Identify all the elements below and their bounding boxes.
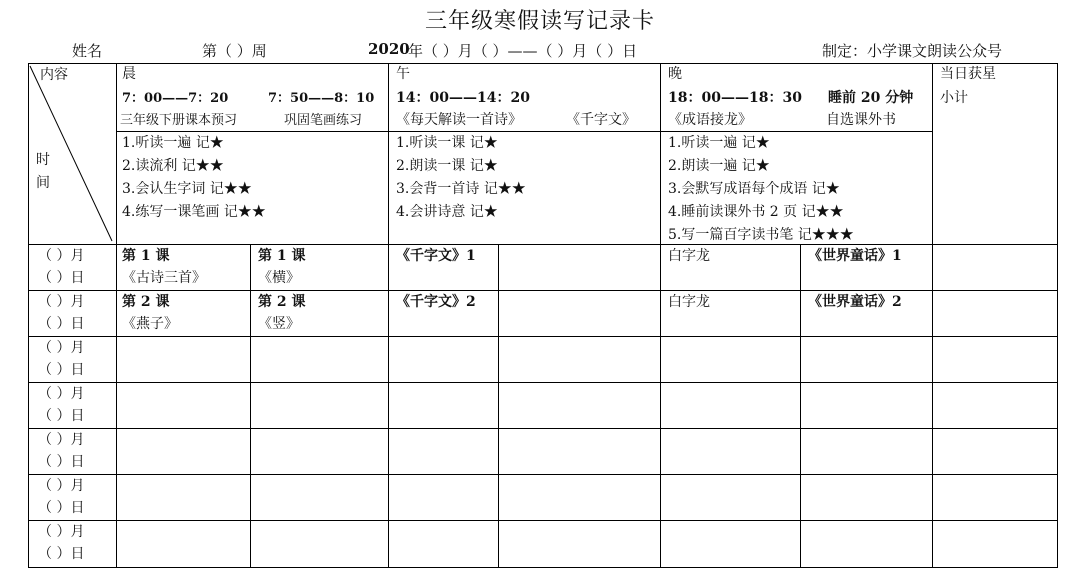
stroke-name-cell: 《横》 bbox=[258, 270, 300, 286]
morning-criterion-1: 1.听读一遍 记★ bbox=[122, 135, 224, 151]
column-divider bbox=[116, 63, 117, 568]
corner-content-label: 内容 bbox=[40, 67, 68, 83]
evening-criterion-2: 2.朗读一遍 记★ bbox=[668, 158, 770, 174]
morning-criterion-3: 3.会认生字词 记★★ bbox=[122, 181, 252, 197]
noon-criterion-2: 2.朗读一课 记★ bbox=[396, 158, 498, 174]
sub-column-divider bbox=[800, 244, 801, 568]
name-label: 姓名 bbox=[72, 42, 103, 60]
noon-label: 午 bbox=[396, 66, 410, 82]
maker-label: 制定：小学课文朗读公众号 bbox=[822, 42, 1003, 60]
row-divider bbox=[28, 244, 1058, 245]
morning-time-2: 7：50——8：10 bbox=[268, 91, 375, 106]
date-month-cell: （ ）月 bbox=[38, 386, 85, 402]
noon-criterion-3: 3.会背一首诗 记★★ bbox=[396, 181, 526, 197]
evening-criterion-3: 3.会默写成语每个成语 记★ bbox=[668, 181, 840, 197]
date-month-cell: （ ）月 bbox=[38, 432, 85, 448]
evening-label: 晚 bbox=[668, 66, 682, 82]
corner-time-label-2: 间 bbox=[36, 175, 50, 191]
morning-task-2: 巩固笔画练习 bbox=[284, 113, 363, 128]
morning-poem-cell: 《燕子》 bbox=[122, 316, 178, 332]
noon-time: 14：00——14：20 bbox=[396, 90, 530, 106]
evening-task-1: 《成语接龙》 bbox=[668, 112, 752, 128]
morning-time-1: 7：00——7：20 bbox=[122, 91, 229, 106]
morning-lesson-cell: 第 2 课 bbox=[122, 294, 170, 310]
stroke-lesson-cell: 第 2 课 bbox=[258, 294, 306, 310]
row-divider bbox=[28, 290, 1058, 291]
noon-task-2: 《千字文》 bbox=[566, 112, 636, 128]
evening-criterion-5: 5.写一篇百字读书笔 记★★★ bbox=[668, 227, 854, 243]
evening-idiom-cell: 白字龙 bbox=[668, 294, 710, 310]
noon-criterion-4: 4.会讲诗意 记★ bbox=[396, 204, 498, 220]
row-divider bbox=[28, 336, 1058, 337]
stroke-lesson-cell: 第 1 课 bbox=[258, 248, 306, 264]
noon-reading-cell: 《千字文》1 bbox=[396, 248, 476, 264]
morning-criterion-4: 4.练写一课笔画 记★★ bbox=[122, 204, 266, 220]
noon-criterion-1: 1.听读一课 记★ bbox=[396, 135, 498, 151]
evening-time-note: 睡前 20 分钟 bbox=[828, 90, 914, 106]
record-table bbox=[28, 63, 1058, 568]
evening-task-2: 自选课外书 bbox=[826, 112, 896, 128]
date-month-cell: （ ）月 bbox=[38, 294, 85, 310]
evening-book-cell: 《世界童话》1 bbox=[808, 248, 902, 264]
date-day-cell: （ ）日 bbox=[38, 316, 85, 332]
card-header bbox=[0, 40, 1080, 62]
morning-poem-cell: 《古诗三首》 bbox=[122, 270, 206, 286]
row-divider bbox=[28, 382, 1058, 383]
noon-task-1: 《每天解读一首诗》 bbox=[396, 112, 522, 128]
morning-label: 晨 bbox=[122, 66, 136, 82]
table-border-bottom bbox=[28, 567, 1058, 568]
evening-book-cell: 《世界童话》2 bbox=[808, 294, 902, 310]
table-border-right bbox=[1057, 63, 1058, 568]
date-month-cell: （ ）月 bbox=[38, 248, 85, 264]
stroke-name-cell: 《竖》 bbox=[258, 316, 300, 332]
date-range-label: 年（ ）月（ ）——（ ）月（ ）日 bbox=[408, 42, 638, 60]
evening-criterion-4: 4.睡前读课外书 2 页 记★★ bbox=[668, 204, 844, 220]
year-label: 2020 bbox=[368, 40, 410, 58]
evening-time: 18：00——18：30 bbox=[668, 90, 802, 106]
date-day-cell: （ ）日 bbox=[38, 362, 85, 378]
column-divider bbox=[388, 63, 389, 568]
evening-criterion-1: 1.听读一遍 记★ bbox=[668, 135, 770, 151]
table-border-left bbox=[28, 63, 29, 568]
header-divider bbox=[116, 131, 932, 132]
date-day-cell: （ ）日 bbox=[38, 500, 85, 516]
date-month-cell: （ ）月 bbox=[38, 340, 85, 356]
date-day-cell: （ ）日 bbox=[38, 546, 85, 562]
stars-label-2: 小计 bbox=[940, 90, 968, 106]
week-label: 第（ ）周 bbox=[202, 42, 267, 60]
stars-label-1: 当日获星 bbox=[940, 66, 996, 82]
corner-time-label-1: 时 bbox=[36, 152, 50, 168]
date-month-cell: （ ）月 bbox=[38, 478, 85, 494]
morning-criterion-2: 2.读流利 记★★ bbox=[122, 158, 224, 174]
sub-column-divider bbox=[250, 244, 251, 568]
date-day-cell: （ ）日 bbox=[38, 408, 85, 424]
row-divider bbox=[28, 520, 1058, 521]
table-border-top bbox=[28, 63, 1058, 64]
morning-lesson-cell: 第 1 课 bbox=[122, 248, 170, 264]
column-divider bbox=[932, 63, 933, 568]
morning-task-1: 三年级下册课本预习 bbox=[120, 113, 238, 128]
date-day-cell: （ ）日 bbox=[38, 270, 85, 286]
sub-column-divider bbox=[498, 244, 499, 568]
row-divider bbox=[28, 428, 1058, 429]
date-day-cell: （ ）日 bbox=[38, 454, 85, 470]
row-divider bbox=[28, 474, 1058, 475]
column-divider bbox=[660, 63, 661, 568]
evening-idiom-cell: 白字龙 bbox=[668, 248, 710, 264]
date-month-cell: （ ）月 bbox=[38, 524, 85, 540]
noon-reading-cell: 《千字文》2 bbox=[396, 294, 476, 310]
card-title: 三年级寒假读写记录卡 bbox=[424, 9, 655, 34]
